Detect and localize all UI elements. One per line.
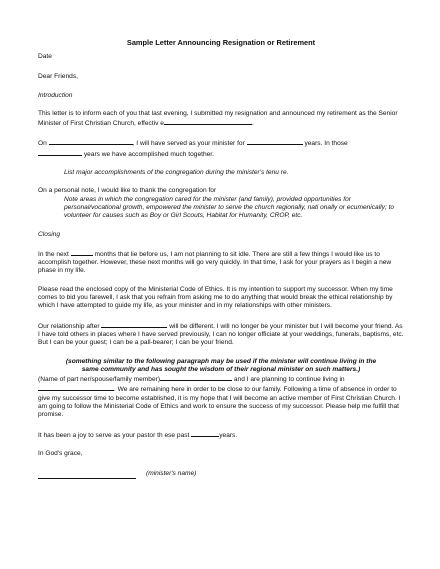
family-member-blank bbox=[160, 374, 232, 381]
intro-paragraph: This letter is to inform each of you that last evening, I submitted my resignation and announced my retirement as the Senior Minister of First Christian Church, effectiv e . bbox=[38, 109, 398, 128]
service-text-3: years. In those bbox=[304, 140, 348, 148]
signature-label: (minister's name) bbox=[146, 470, 197, 478]
service-text-4: years we have accomplished much together. bbox=[83, 150, 214, 158]
months-blank bbox=[71, 249, 93, 256]
next-months-text-2: months that lie before us, I am not planning to sit idle. There are still a few things I would like us to accomplish together. However, these next months will go very quickly. In that time, I ask for your prayers as I begin a new phase in my life. bbox=[38, 250, 392, 275]
family-paragraph bbox=[38, 374, 404, 419]
salutation: Dear Friends, bbox=[38, 73, 78, 81]
family-text-2: and I are planning to continue living in bbox=[233, 376, 345, 384]
signoff: In God's grace, bbox=[38, 449, 83, 457]
relationship-date-blank bbox=[101, 321, 167, 328]
signature-blank bbox=[38, 472, 136, 479]
family-text-3: . We are remaining here in order to be close to our family. Following a time of absence in order to give my successor time to become established, it is my hope that I will become an active member of First Christian Church. I am going to follow the Ministerial Code of Ethics and work to ensure the success of my successor. Please help me fulfill that promise. bbox=[38, 386, 401, 419]
joy-text-2: years. bbox=[219, 431, 238, 439]
service-years-blank bbox=[247, 138, 303, 145]
relationship-paragraph bbox=[38, 321, 404, 348]
thanks-note: Note areas in which the congregation cared for the minister (and family), provided opportunities for personal/vocational growth, empowered the minister to serve the church regionally, nati onally or ecumenically; to volunteer for causes such as Boy or Girl Scouts, Habitat for Humanity, CROP, etc. bbox=[64, 195, 395, 220]
relationship-text-1: Our relationship after bbox=[38, 322, 100, 330]
intro-heading: Introduction bbox=[38, 91, 73, 99]
service-paragraph bbox=[38, 138, 404, 159]
effective-date-blank bbox=[164, 118, 252, 125]
family-text-1: (Name of part ner/spouse/family member) bbox=[38, 376, 161, 384]
thanks-paragraph: On a personal note, I would like to thank the congregation for bbox=[38, 187, 217, 195]
next-months-text-1: In the next bbox=[38, 250, 69, 258]
joy-text-1: It has been a joy to serve as your pastor th ese past bbox=[38, 431, 190, 439]
community-blank bbox=[38, 384, 114, 391]
closing-heading: Closing bbox=[38, 230, 60, 238]
service-text-2: , I will have served as your minister for bbox=[132, 140, 245, 148]
accomplishments-note: List major accomplishments of the congregation during the minister's tenu re. bbox=[64, 169, 289, 177]
ethics-paragraph: Please read the enclosed copy of the Ministerial Code of Ethics. It is my intention to support my successor. When my time comes to bid you farewell, I ask that you refrain from asking me to do anything that would break the ethical relationship by which I have attempted to guide my life, as your minister and in my relationships with other ministers. bbox=[38, 285, 393, 310]
years-served-blank bbox=[191, 430, 219, 437]
signature-row bbox=[38, 470, 404, 478]
service-text-1: On bbox=[38, 140, 47, 148]
service-date-blank bbox=[49, 138, 133, 145]
optional-paragraph-note: (something similar to the following paragraph may be used if the minister will continue living in the same community and has sought the wisdom of their regional minister on such matters.) bbox=[65, 357, 377, 373]
joy-paragraph bbox=[38, 430, 404, 440]
intro-text: This letter is to inform each of you that last evening, I submitted my resignation and announced my retirement as the Senior Minister of First Christian Church, effectiv e bbox=[38, 109, 398, 128]
next-months-paragraph bbox=[38, 249, 404, 276]
date-label: Date bbox=[38, 53, 52, 60]
years-blank bbox=[38, 149, 82, 156]
page-title: Sample Letter Announcing Resignation or Retirement bbox=[126, 38, 316, 47]
relationship-text-2: will be different. I will no longer be your minister but I will become your friend. As I have told others in places where I have served previously, I can no longer officiate at your weddings, funerals, baptisms, etc. But I can be your guest; I can be a pall-bearer; I can be your friend. bbox=[38, 322, 404, 347]
